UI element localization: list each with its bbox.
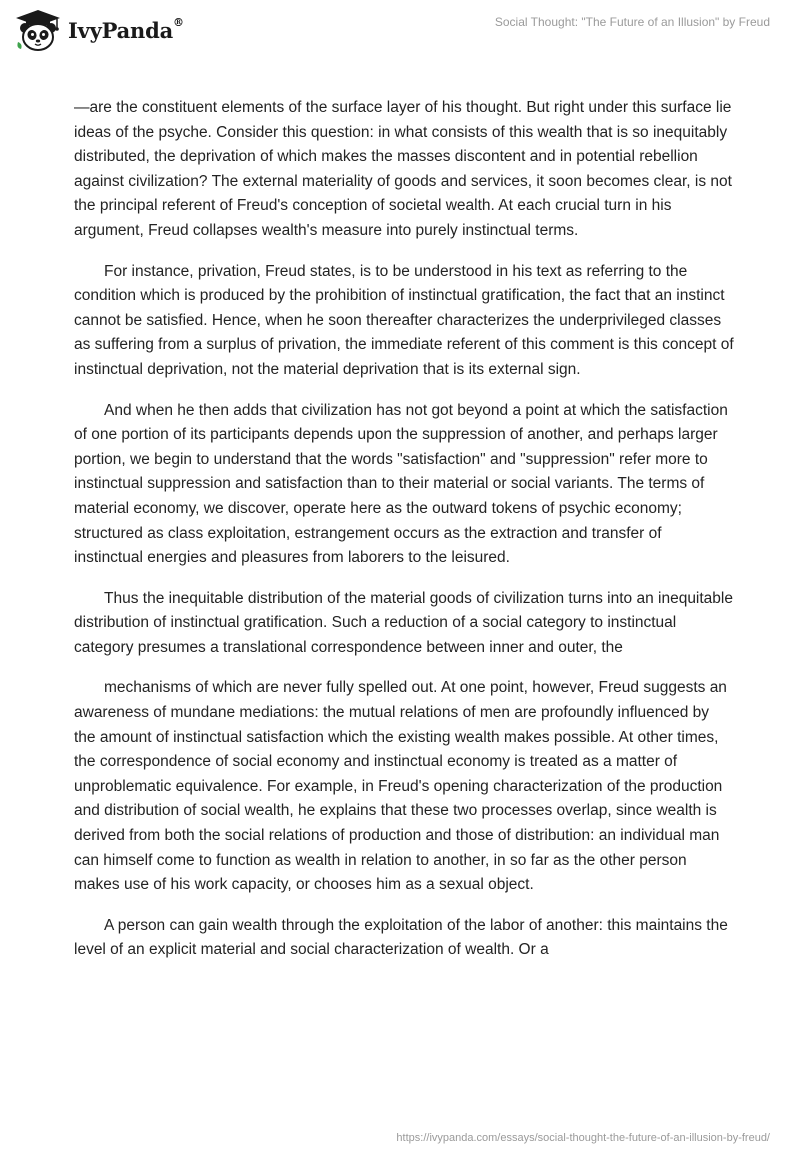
page-header — [0, 0, 800, 60]
paragraph: —are the constituent elements of the surface layer of his thought. But right under this surface lie ideas of the psyche. Consider this question: in what consists of this wealth that is so inequitably distributed, the deprivation of which makes the masses discontent and in potential rebellion against civilization? The external materiality of goods and services, it soon becomes clear, is not the principal referent of Freud's conception of societal wealth. At each crucial turn in his argument, Freud collapses wealth's measure into purely instinctual terms. — [74, 99, 732, 239]
source-url[interactable]: https://ivypanda.com/essays/social-thought-the-future-of-an-illusion-by-freud/ — [396, 1132, 770, 1144]
paragraph: Thus the inequitable distribution of the material goods of civilization turns into an inequitable distribution of instinctual gratification. Such a reduction of a social category to instinctual category presumes a translational correspondence between inner and outer, the — [74, 589, 733, 656]
registered-mark: ® — [173, 15, 184, 29]
logo-name: IvyPanda — [68, 17, 174, 43]
logo-text — [68, 15, 184, 43]
logo[interactable] — [14, 8, 184, 52]
document-title: Social Thought: "The Future of an Illusion" by Freud — [494, 15, 770, 29]
panda-mascot-icon — [14, 8, 62, 52]
paragraph: And when he then adds that civilization has not got beyond a point at which the satisfaction of one portion of its participants depends upon the suppression of another, and perhaps larger portion, we begin to understand that the words "satisfaction" and "suppression" refer more to instinctual suppression and satisfaction than to their material or social variants. The terms of material economy, we discover, operate here as the outward tokens of psychic economy; structured as class exploitation, estrangement occurs as the extraction and transfer of instinctual energies and pleasures from laborers to the leisured. — [74, 401, 728, 567]
paragraph: mechanisms of which are never fully spelled out. At one point, however, Freud suggests an awareness of mundane mediations: the mutual relations of men are profoundly influenced by the amount of instinctual satisfaction which the existing wealth makes possible. At other times, the correspondence of social economy and instinctual economy is treated as a matter of unproblematic equivalence. For example, in Freud's opening characterization of the production and distribution of social wealth, he explains that these two processes overlap, since wealth is derived from both the social relations of production and those of distribution: an individual man can himself come to function as wealth in relation to another, in so far as the other person makes use of his work capacity, or chooses him as a sexual object. — [74, 679, 727, 894]
paragraph: A person can gain wealth through the exploitation of the labor of another: this maintains the level of an explicit material and social characterization of wealth. Or a — [74, 916, 728, 959]
paragraph: For instance, privation, Freud states, is to be understood in his text as referring to the condition which is produced by the prohibition of instinctual gratification, the fact that an instinct cannot be satisfied. Hence, when he soon thereafter characterizes the underprivileged classes as suffering from a surplus of privation, the immediate referent of this comment is this concept of instinctual deprivation, not the material deprivation that is its external sign. — [74, 262, 734, 378]
essay-body — [74, 96, 734, 979]
